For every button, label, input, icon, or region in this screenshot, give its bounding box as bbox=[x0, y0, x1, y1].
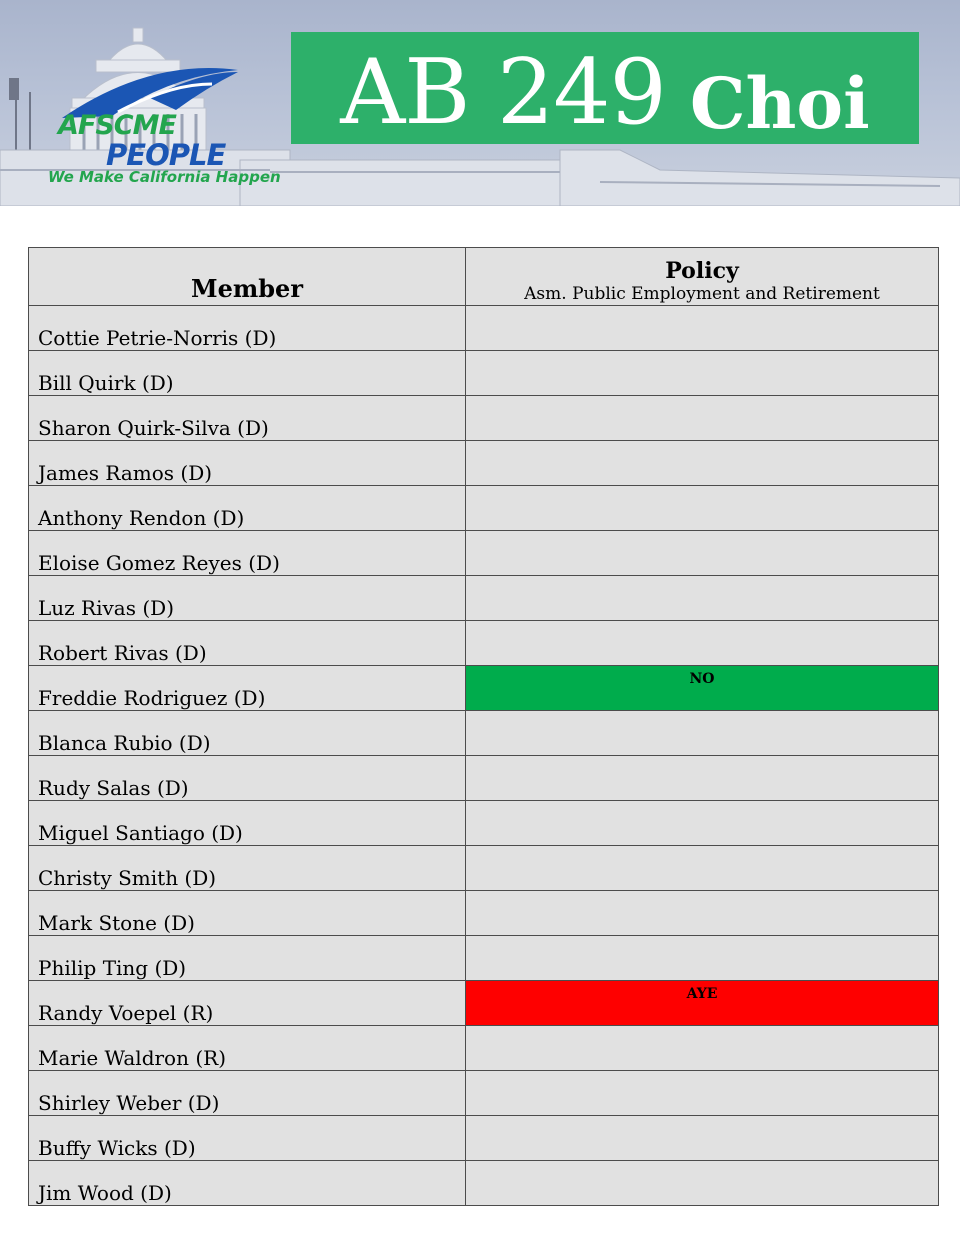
member-name: Randy Voepel (R) bbox=[38, 1001, 214, 1025]
table-row bbox=[29, 936, 939, 981]
member-header-label: Member bbox=[191, 274, 303, 303]
table-row bbox=[29, 396, 939, 441]
table-row bbox=[29, 666, 939, 711]
policy-vote-cell bbox=[466, 1116, 939, 1161]
member-name: Philip Ting (D) bbox=[38, 956, 187, 980]
member-name: Miguel Santiago (D) bbox=[38, 821, 243, 845]
member-name: Eloise Gomez Reyes (D) bbox=[38, 551, 280, 575]
table-row bbox=[29, 1161, 939, 1206]
policy-vote-cell bbox=[466, 531, 939, 576]
policy-vote-cell bbox=[466, 756, 939, 801]
policy-vote-cell bbox=[466, 801, 939, 846]
logo-tagline: We Make California Happen bbox=[48, 168, 281, 186]
member-cell bbox=[29, 576, 466, 621]
member-cell bbox=[29, 1071, 466, 1116]
policy-vote-cell bbox=[466, 981, 939, 1026]
table-row bbox=[29, 351, 939, 396]
member-name: Blanca Rubio (D) bbox=[38, 731, 211, 755]
table-row bbox=[29, 801, 939, 846]
member-name: Anthony Rendon (D) bbox=[38, 506, 245, 530]
logo-people: PEOPLE bbox=[106, 138, 226, 172]
member-name: Shirley Weber (D) bbox=[38, 1091, 220, 1115]
vote-table-body bbox=[29, 306, 939, 1206]
member-name: Jim Wood (D) bbox=[38, 1181, 172, 1205]
vote-label: NO bbox=[689, 671, 715, 687]
table-row bbox=[29, 576, 939, 621]
bill-author: Choi bbox=[689, 62, 870, 145]
table-row bbox=[29, 981, 939, 1026]
policy-vote-cell bbox=[466, 846, 939, 891]
member-cell bbox=[29, 936, 466, 981]
policy-vote-cell bbox=[466, 621, 939, 666]
member-cell bbox=[29, 891, 466, 936]
policy-vote-cell bbox=[466, 936, 939, 981]
member-name: Bill Quirk (D) bbox=[38, 371, 174, 395]
table-row bbox=[29, 891, 939, 936]
member-cell bbox=[29, 981, 466, 1026]
policy-vote-cell bbox=[466, 486, 939, 531]
member-cell bbox=[29, 486, 466, 531]
member-name: Mark Stone (D) bbox=[38, 911, 195, 935]
member-cell bbox=[29, 756, 466, 801]
member-name: Robert Rivas (D) bbox=[38, 641, 207, 665]
policy-header-label: Policy bbox=[665, 258, 739, 284]
policy-vote-cell bbox=[466, 711, 939, 756]
bill-title-box bbox=[291, 32, 919, 144]
table-row bbox=[29, 1116, 939, 1161]
member-name: Marie Waldron (R) bbox=[38, 1046, 226, 1070]
table-row bbox=[29, 756, 939, 801]
member-cell bbox=[29, 801, 466, 846]
member-cell bbox=[29, 711, 466, 756]
table-row bbox=[29, 1071, 939, 1116]
policy-vote-cell bbox=[466, 306, 939, 351]
header-banner bbox=[0, 0, 960, 206]
member-name: Cottie Petrie-Norris (D) bbox=[38, 326, 277, 350]
member-name: Sharon Quirk-Silva (D) bbox=[38, 416, 269, 440]
policy-vote-cell bbox=[466, 576, 939, 621]
committee-label: Asm. Public Employment and Retirement bbox=[524, 284, 880, 304]
table-row bbox=[29, 711, 939, 756]
policy-vote-cell bbox=[466, 351, 939, 396]
vote-table bbox=[28, 247, 939, 1206]
policy-column-header bbox=[466, 248, 939, 306]
member-cell bbox=[29, 531, 466, 576]
member-cell bbox=[29, 1026, 466, 1071]
table-row bbox=[29, 306, 939, 351]
member-cell bbox=[29, 846, 466, 891]
table-row bbox=[29, 621, 939, 666]
policy-vote-cell bbox=[466, 1161, 939, 1206]
policy-vote-cell bbox=[466, 891, 939, 936]
policy-vote-cell bbox=[466, 1026, 939, 1071]
policy-vote-cell bbox=[466, 396, 939, 441]
logo-afscme: AFSCME bbox=[58, 110, 176, 141]
member-name: James Ramos (D) bbox=[38, 461, 213, 485]
member-cell bbox=[29, 1161, 466, 1206]
vote-label: AYE bbox=[686, 986, 718, 1002]
member-cell bbox=[29, 351, 466, 396]
member-name: Buffy Wicks (D) bbox=[38, 1136, 196, 1160]
bill-number: AB 249 bbox=[340, 40, 666, 145]
member-cell bbox=[29, 621, 466, 666]
member-name: Luz Rivas (D) bbox=[38, 596, 174, 620]
table-header-row bbox=[29, 248, 939, 306]
member-cell bbox=[29, 441, 466, 486]
member-name: Christy Smith (D) bbox=[38, 866, 217, 890]
member-cell bbox=[29, 396, 466, 441]
table-row bbox=[29, 486, 939, 531]
policy-vote-cell bbox=[466, 666, 939, 711]
member-name: Freddie Rodriguez (D) bbox=[38, 686, 266, 710]
table-row bbox=[29, 1026, 939, 1071]
member-name: Rudy Salas (D) bbox=[38, 776, 189, 800]
member-cell bbox=[29, 1116, 466, 1161]
table-row bbox=[29, 531, 939, 576]
policy-vote-cell bbox=[466, 1071, 939, 1116]
member-cell bbox=[29, 306, 466, 351]
member-column-header bbox=[29, 248, 466, 306]
table-row bbox=[29, 846, 939, 891]
member-cell bbox=[29, 666, 466, 711]
table-row bbox=[29, 441, 939, 486]
policy-vote-cell bbox=[466, 441, 939, 486]
